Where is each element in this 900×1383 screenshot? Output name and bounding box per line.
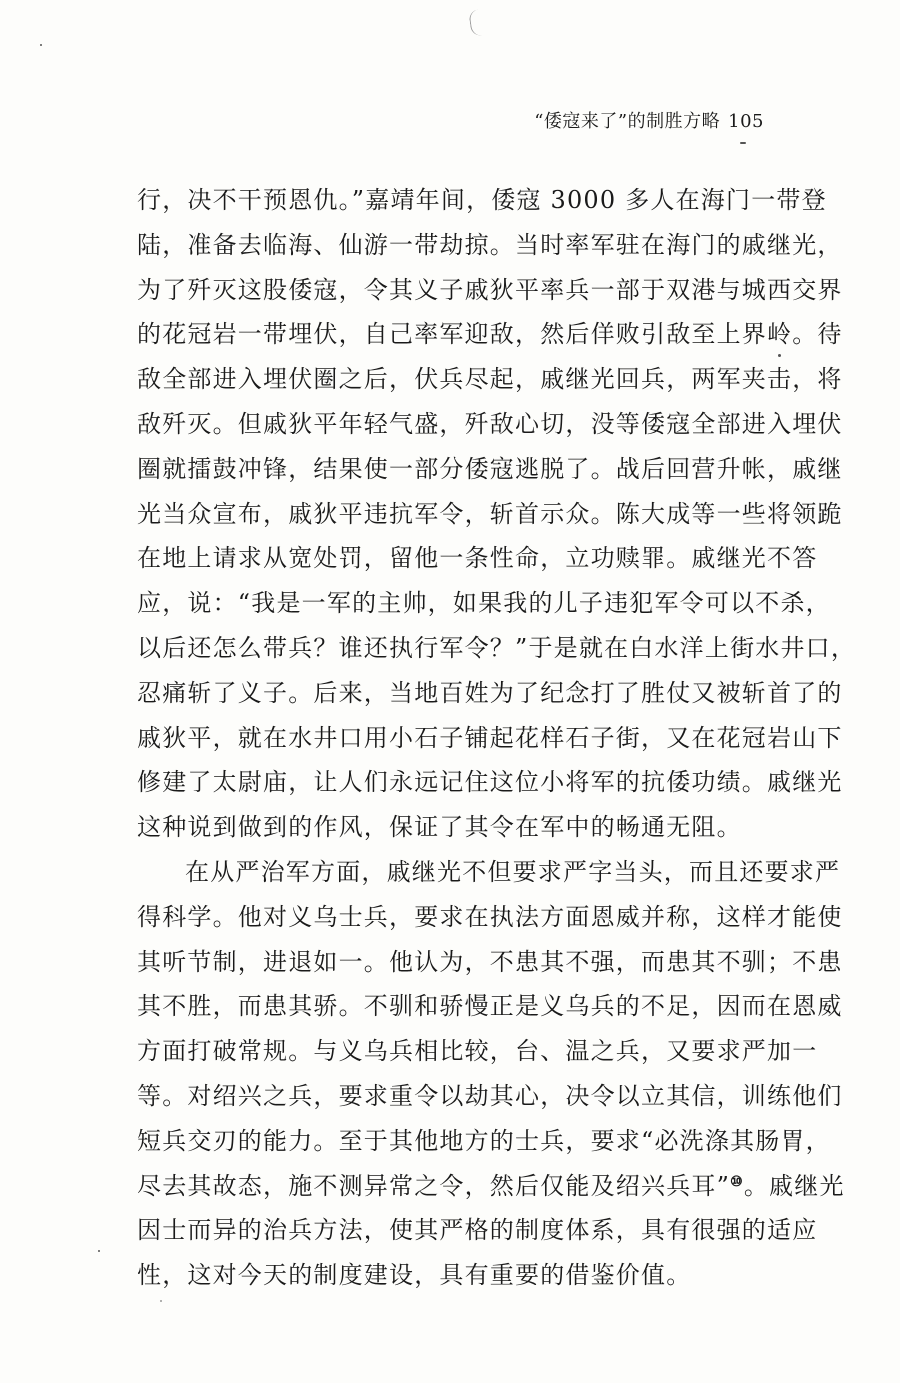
scan-speck xyxy=(160,1300,162,1302)
paragraph-first-line: 在从严治军方面，戚继光不但要求严字当头，而且还要求严 xyxy=(185,857,841,886)
footnote-marker[interactable]: ⑩ xyxy=(730,1173,744,1190)
text-line: 圈就擂鼓冲锋，结果使一部分倭寇逃脱了。战后回营升帐，戚继 xyxy=(137,454,843,483)
text-line: 因士而异的治兵方法，使其严格的制度体系，具有很强的适应 xyxy=(137,1216,818,1245)
text-line: 得科学。他对义乌士兵，要求在执法方面恩威并称，这样才能使 xyxy=(137,902,843,931)
text-line: 短兵交刃的能力。至于其他地方的士兵，要求“必洗涤其肠胃， xyxy=(137,1126,831,1155)
line-text-tail: 。戚继光 xyxy=(743,1171,845,1200)
text-line: 行，决不干预恩仇。”嘉靖年间，倭寇 3000 多人在海门一带登 xyxy=(137,186,827,214)
text-line: 敌全部进入埋伏圈之后，伏兵尽起，戚继光回兵，两军夹击，将 xyxy=(137,365,843,394)
text-line: 在地上请求从宽处罚，留他一条性命，立功赎罪。戚继光不答 xyxy=(137,544,818,573)
text-line: 应，说：“我是一军的主帅，如果我的儿子违犯军令可以不杀， xyxy=(137,589,831,618)
scan-speck xyxy=(40,44,42,46)
text-line: 这种说到做到的作风，保证了其令在军中的畅通无阻。 xyxy=(137,813,742,842)
text-line: 方面打破常规。与义乌兵相比较，台、温之兵，又要求严加一 xyxy=(137,1037,818,1066)
scan-mark xyxy=(468,9,483,36)
text-line: 光当众宣布，戚狄平违抗军令，斩首示众。陈大成等一些将领跪 xyxy=(137,499,843,528)
text-line: 的花冠岩一带埋伏，自己率军迎敌，然后佯败引敌至上界岭。待 xyxy=(137,320,843,349)
text-line: 性，这对今天的制度建设，具有重要的借鉴价值。 xyxy=(137,1261,692,1290)
text-line: 修建了太尉庙，让人们永远记住这位小将军的抗倭功绩。戚继光 xyxy=(137,768,843,797)
body-text xyxy=(137,178,857,1298)
text-line-with-footnote xyxy=(137,1164,845,1209)
text-line: 忍痛斩了义子。后来，当地百姓为了纪念打了胜仗又被斩首了的 xyxy=(137,678,843,707)
text-line: 等。对绍兴之兵，要求重令以劫其心，决令以立其信，训练他们 xyxy=(137,1081,843,1110)
page-number: 105 xyxy=(728,111,764,132)
chapter-title: “倭寇来了”的制胜方略 xyxy=(534,111,721,132)
text-line: 其不胜，而患其骄。不驯和骄慢正是义乌兵的不足，因而在恩威 xyxy=(137,992,843,1021)
line-text: 尽去其故态，施不测异常之令，然后仅能及绍兴兵耳” xyxy=(137,1171,731,1200)
scan-speck xyxy=(98,1250,100,1252)
scan-speck xyxy=(740,142,746,144)
scan-speck xyxy=(778,354,781,357)
text-line: 戚狄平，就在水井口用小石子铺起花样石子街，又在花冠岩山下 xyxy=(137,723,843,752)
running-header xyxy=(534,107,764,133)
text-line: 陆，准备去临海、仙游一带劫掠。当时率军驻在海门的戚继光， xyxy=(137,230,843,259)
text-line: 为了歼灭这股倭寇，令其义子戚狄平率兵一部于双港与城西交界 xyxy=(137,275,843,304)
text-line: 其听节制，进退如一。他认为，不患其不强，而患其不驯；不患 xyxy=(137,947,843,976)
text-line: 以后还怎么带兵？谁还执行军令？”于是就在白水洋上街水井口， xyxy=(137,633,857,662)
text-line: 敌歼灭。但戚狄平年轻气盛，歼敌心切，没等倭寇全部进入埋伏 xyxy=(137,409,843,438)
